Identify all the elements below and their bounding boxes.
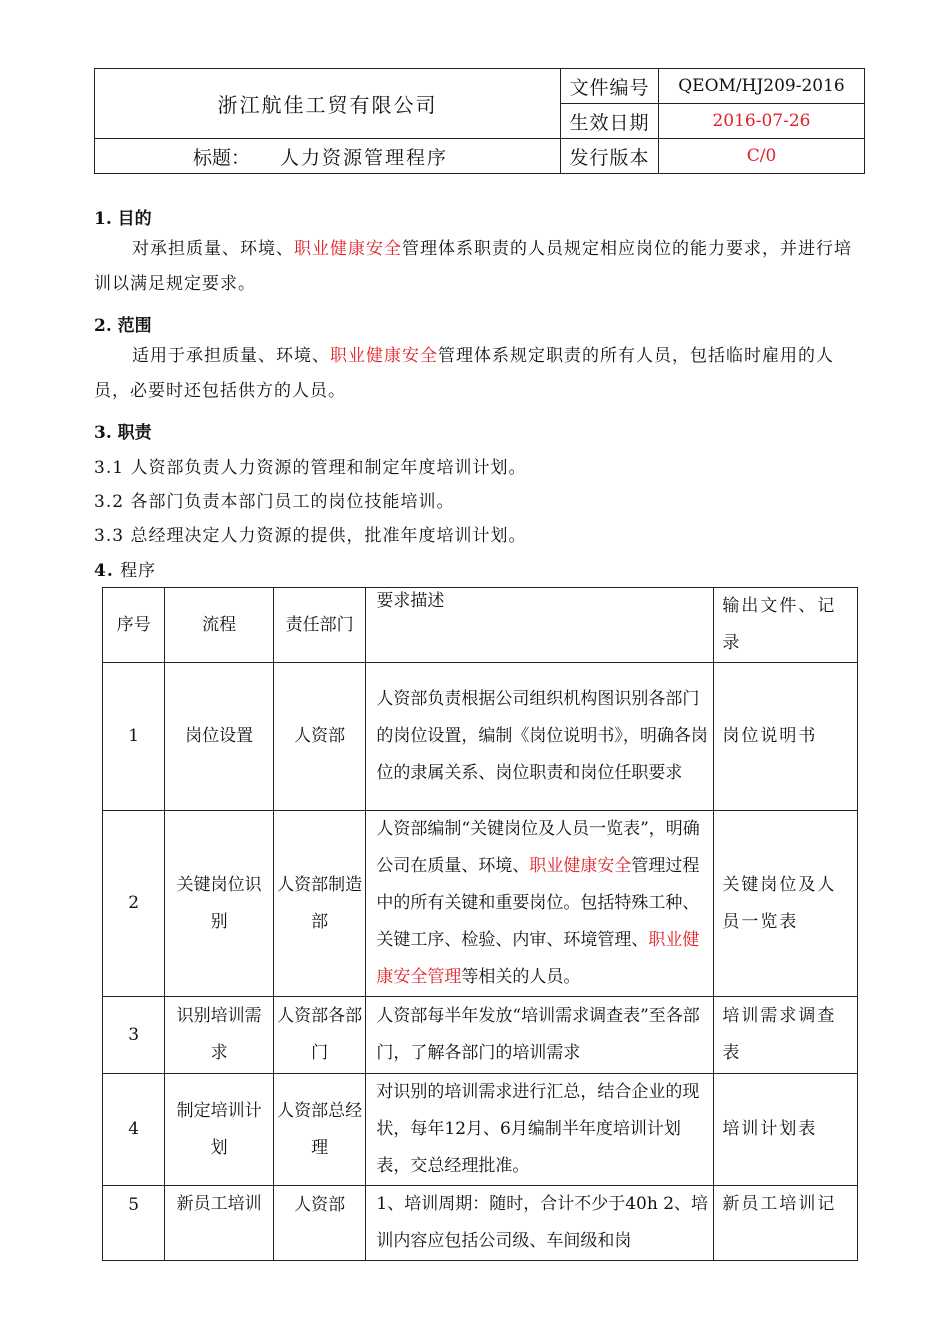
document-header-table bbox=[94, 68, 865, 174]
section-2-title: 2. 范围 bbox=[94, 316, 152, 336]
title-cell bbox=[95, 139, 561, 174]
row-dept: 人资部制造部 bbox=[273, 811, 366, 997]
procedure-table bbox=[102, 587, 858, 1261]
section-3-title: 3. 职责 bbox=[94, 423, 152, 443]
header-flow: 流程 bbox=[165, 588, 273, 663]
header-output: 输出文件、记录 bbox=[714, 588, 858, 663]
responsibility-3-1: 3.1 人资部负责人力资源的管理和制定年度培训计划。 bbox=[94, 458, 527, 478]
row-desc: 人资部负责根据公司组织机构图识别各部门的岗位设置，编制《岗位说明书》，明确各岗位的隶属关系、岗位职责和岗位任职要求 bbox=[366, 663, 714, 811]
effective-date-label: 生效日期 bbox=[561, 104, 659, 139]
document-title: 人力资源管理程序 bbox=[280, 146, 449, 169]
row-flow: 新员工培训 bbox=[165, 1186, 273, 1261]
table-row bbox=[103, 663, 858, 811]
company-name: 浙江航佳工贸有限公司 bbox=[95, 69, 561, 139]
table-header-row bbox=[103, 588, 858, 663]
table-row bbox=[103, 1186, 858, 1261]
row-output: 岗位说明书 bbox=[714, 663, 858, 811]
row-dept: 人资部 bbox=[273, 1186, 366, 1261]
row-desc: 1、培训周期：随时，合计不少于40h 2、培训内容应包括公司级、车间级和岗 bbox=[366, 1186, 714, 1261]
row-output: 培训需求调查表 bbox=[714, 997, 858, 1074]
row-desc: 人资部编制“关键岗位及人员一览表”，明确公司在质量、环境、职业健康安全管理过程中的所有关键和重要岗位。包括特殊工种、关键工序、检验、内审、环境管理、职业健康安全管理等相关的人员。 bbox=[366, 811, 714, 997]
header-no: 序号 bbox=[103, 588, 165, 663]
version: C/0 bbox=[659, 139, 865, 174]
title-label: 标题： bbox=[193, 146, 251, 169]
doc-number: QEOM/HJ209-2016 bbox=[659, 69, 865, 104]
row-flow: 制定培训计划 bbox=[165, 1074, 273, 1186]
row-output: 新员工培训记 bbox=[714, 1186, 858, 1261]
row-flow: 岗位设置 bbox=[165, 663, 273, 811]
effective-date: 2016-07-26 bbox=[659, 104, 865, 139]
row-flow: 识别培训需求 bbox=[165, 997, 273, 1074]
section-1-text: 对承担质量、环境、职业健康安全管理体系职责的人员规定相应岗位的能力要求，并进行培训以满足规定要求。 bbox=[94, 239, 852, 294]
section-4-title: 4. 程序 bbox=[94, 561, 157, 581]
row-desc: 人资部每半年发放“培训需求调查表”至各部门，了解各部门的培训需求 bbox=[366, 997, 714, 1074]
row-output: 培训计划表 bbox=[714, 1074, 858, 1186]
row-dept: 人资部总经理 bbox=[273, 1074, 366, 1186]
version-label: 发行版本 bbox=[561, 139, 659, 174]
responsibility-3-2: 3.2 各部门负责本部门员工的岗位技能培训。 bbox=[94, 492, 455, 512]
table-row bbox=[103, 997, 858, 1074]
row-dept: 人资部 bbox=[273, 663, 366, 811]
row-no: 5 bbox=[103, 1186, 165, 1261]
row-flow: 关键岗位识别 bbox=[165, 811, 273, 997]
table-row bbox=[103, 811, 858, 997]
header-desc: 要求描述 bbox=[366, 588, 714, 663]
row-no: 3 bbox=[103, 997, 165, 1074]
section-2-text: 适用于承担质量、环境、职业健康安全管理体系规定职责的所有人员，包括临时雇用的人员，必要时还包括供方的人员。 bbox=[94, 346, 834, 401]
row-output: 关键岗位及人员一览表 bbox=[714, 811, 858, 997]
row-no: 4 bbox=[103, 1074, 165, 1186]
doc-number-label: 文件编号 bbox=[561, 69, 659, 104]
row-no: 1 bbox=[103, 663, 165, 811]
section-1-title: 1. 目的 bbox=[94, 209, 152, 229]
responsibility-3-3: 3.3 总经理决定人力资源的提供，批准年度培训计划。 bbox=[94, 526, 527, 546]
table-row bbox=[103, 1074, 858, 1186]
row-dept: 人资部各部门 bbox=[273, 997, 366, 1074]
row-desc: 对识别的培训需求进行汇总，结合企业的现状，每年12月、6月编制半年度培训计划表，交总经理批准。 bbox=[366, 1074, 714, 1186]
row-no: 2 bbox=[103, 811, 165, 997]
header-dept: 责任部门 bbox=[273, 588, 366, 663]
